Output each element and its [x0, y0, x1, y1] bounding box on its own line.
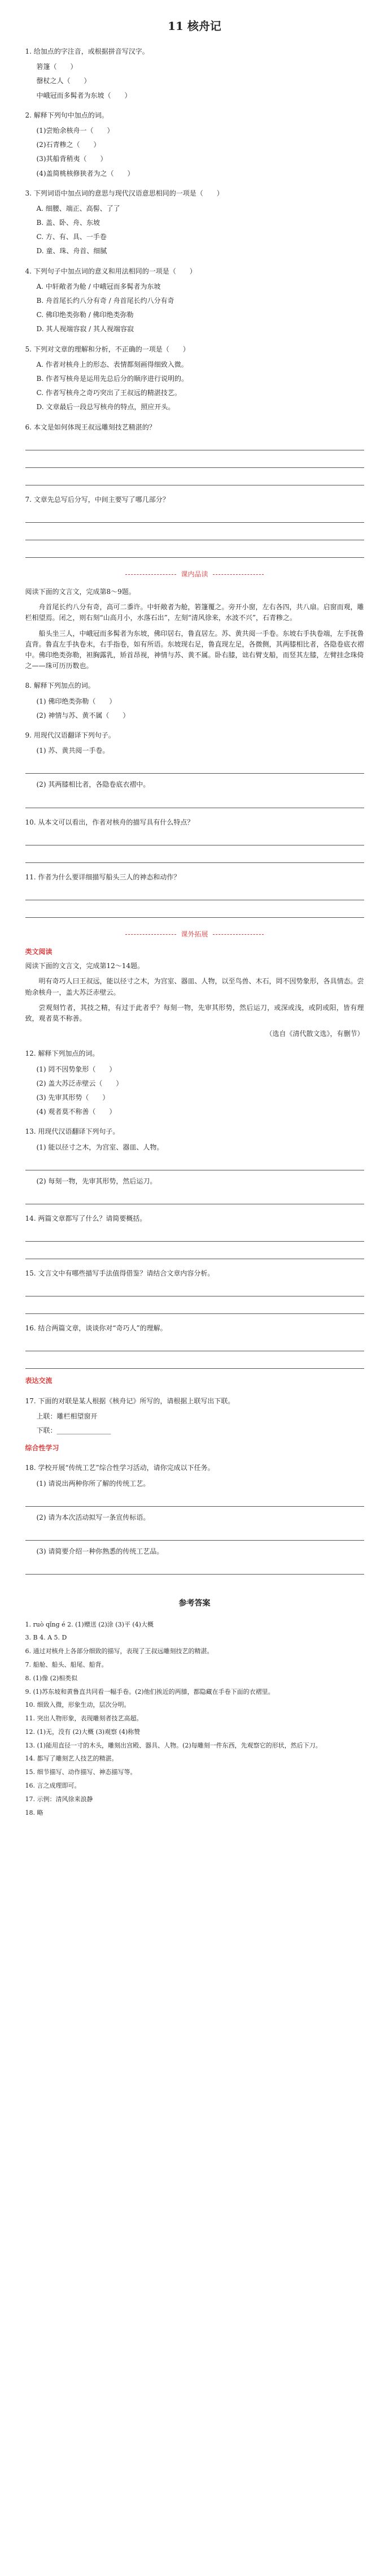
answer-item: 16. 言之成理即可。	[25, 1782, 81, 1790]
option-d: D. 其人视端容寂 / 其人视端容寂	[36, 325, 134, 333]
passage-paragraph: 船头坐三人，中峨冠而多髯者为东坡，佛印居右，鲁直居左。苏、黄共阅一手卷。东坡右手执卷端，左手抚鲁直背。鲁直左手执卷末，右手指卷，如有所语。东坡现右足，鲁直现左足，各微侧，其两膝相比者，各隐卷底衣褶中。佛印绝类弥勒，袒胸露乳，矫首昂视，神情与苏、黄不属。卧右膝，诎右臂支船，而竖其左膝，左臂挂念珠倚之——珠可历历数也。	[25, 629, 364, 670]
answer-line[interactable]	[25, 906, 364, 918]
answer-line[interactable]	[25, 1495, 364, 1507]
answer-key-title: 参考答案	[178, 1599, 211, 1608]
question-item: 中峨冠而多髯者为东坡（ ）	[36, 91, 132, 99]
answer-line[interactable]	[25, 1339, 364, 1351]
option-d: D. 童、珠、舟首、细腻	[36, 247, 107, 255]
question-item: (2) 请为本次活动拟写一条宣传标语。	[36, 1513, 150, 1521]
answer-line[interactable]	[25, 1302, 364, 1314]
question-stem: 15. 文言文中有哪些描写手法值得借鉴？请结合文章内容分析。	[25, 1269, 215, 1278]
question-item: (2) 其两膝相比者，各隐卷底衣褶中。	[36, 780, 150, 789]
answer-line[interactable]	[25, 1529, 364, 1541]
question-5	[25, 344, 364, 413]
question-item: (1) 请说出两种你所了解的传统工艺。	[36, 1479, 150, 1488]
question-11	[25, 872, 364, 918]
question-stem: 18. 学校开展“传统工艺”综合性学习活动，请你完成以下任务。	[25, 1464, 215, 1472]
question-14	[25, 1213, 364, 1259]
answer-line[interactable]	[25, 1247, 364, 1259]
label-extra-reading: 类文阅读	[25, 948, 53, 956]
question-12	[25, 1048, 364, 1117]
question-stem: 2. 解释下列句中加点的词。	[25, 111, 108, 119]
question-stem: 10. 从本文可以看出，作者对核舟的描写具有什么特点？	[25, 818, 194, 826]
answer-line[interactable]	[25, 834, 364, 845]
question-stem: 17. 下面的对联是某人根据《核舟记》所写的，请根据上联写出下联。	[25, 1397, 235, 1405]
option-b: B. 舟首尾长约八分有奇 / 舟首尾长约八分有奇	[36, 297, 174, 305]
answer-item: 12. (1)无，没有 (2)大概 (3)观察 (4)称赞	[25, 1728, 141, 1736]
section-heading-in-class: 课内品读	[25, 569, 364, 580]
question-9	[25, 730, 364, 808]
question-16	[25, 1323, 364, 1369]
question-item: 箬篷（ ）	[36, 63, 77, 71]
answer-item: 8. (1)像 (2)相类似	[25, 1674, 78, 1682]
answer-line[interactable]	[25, 474, 364, 485]
answer-line[interactable]	[25, 546, 364, 558]
option-a: A. 细腰、端正、高髻、了了	[36, 204, 120, 213]
answer-line[interactable]	[25, 1285, 364, 1296]
answer-line[interactable]	[25, 796, 364, 808]
answer-key	[25, 1619, 364, 1819]
question-17	[25, 1396, 364, 1437]
question-stem: 7. 文章先总写后分写，中间主要写了哪几部分？	[25, 495, 169, 504]
passage-intro: 阅读下面的文言文，完成第12～14题。	[25, 962, 145, 970]
question-item: (2) 神情与苏、黄不属（ ）	[36, 711, 130, 719]
option-d: D. 文章最后一段总写核舟的特点，照应开头。	[36, 403, 175, 411]
answer-line[interactable]	[25, 1357, 364, 1369]
question-item: 上联：雕栏相望窗开	[36, 1412, 98, 1420]
question-13	[25, 1126, 364, 1204]
answer-line[interactable]	[25, 1192, 364, 1204]
question-stem: 9. 用现代汉语翻译下列句子。	[25, 731, 115, 739]
passage-paragraph: 舟首尾长约八分有奇，高可二黍许。中轩敞者为舱，箬篷覆之。旁开小窗，左右各四，共八扇。启窗而观，雕栏相望焉。闭之，则右刻“山高月小，水落石出”，左刻“清风徐来，水波不兴”，石青糁之。	[25, 603, 364, 622]
question-item: (1) 罔不因势象形（ ）	[36, 1065, 116, 1073]
passage-source: （选自《清代散文选》，有删节）	[265, 1030, 364, 1038]
answer-item: 15. 细节描写、动作描写、神态描写等。	[25, 1768, 137, 1776]
question-item: (1) 能以径寸之木，为宫室、器皿、人物。	[36, 1143, 164, 1151]
question-stem: 1. 给加点的字注音，或根据拼音写汉字。	[25, 47, 149, 55]
question-item: (2) 盖大苏泛赤壁云（ ）	[36, 1079, 123, 1087]
answer-line[interactable]	[25, 762, 364, 774]
answer-line[interactable]	[25, 888, 364, 900]
passage-intro: 阅读下面的文言文，完成第8～9题。	[25, 588, 136, 596]
question-stem: 3. 下列词语中加点词的意思与现代汉语意思相同的一项是（ ）	[25, 189, 224, 197]
question-stem: 6. 本文是如何体现王叔远雕刻技艺精湛的？	[25, 423, 156, 431]
answer-item: 1. ruò qǐng é 2. (1)赠送 (2)涂 (3)平 (4)大概	[25, 1620, 154, 1628]
question-item: (1)尝贻余核舟一（ ）	[36, 126, 114, 135]
passage-2	[25, 961, 364, 1039]
passage-paragraph: 尝观刻竹者，其技之精，有过于此者乎？每刻一物，先审其形势，然后运刀，或深或浅，或阴或阳，皆有理致，观者莫不称善。	[25, 1003, 364, 1022]
answer-item: 13. (1)能用直径一寸的木头，雕刻出宫殿、器具、人物。(2)每雕刻一件东西，先观察它的形状，然后下刀。	[25, 1741, 322, 1749]
answer-item: 10. 细致入微，形象生动，层次分明。	[25, 1701, 130, 1709]
question-stem: 4. 下列句子中加点词的意义和用法相同的一项是（ ）	[25, 267, 196, 275]
answer-line[interactable]	[25, 511, 364, 523]
question-6	[25, 422, 364, 485]
question-stem: 5. 下列对文章的理解和分析，不正确的一项是（ ）	[25, 345, 190, 353]
section-heading-extension: 课外拓展	[25, 929, 364, 940]
answer-item: 7. 船舱、船头、船尾、船背。	[25, 1660, 108, 1668]
answer-line[interactable]	[25, 1230, 364, 1242]
passage-paragraph: 明有奇巧人曰王叔远，能以径寸之木，为宫室、器皿、人物，以至鸟兽、木石，罔不因势象形，各具情态。尝贻余核舟一，盖大苏泛赤壁云。	[25, 977, 364, 996]
question-item: (1) 佛印绝类弥勒（ ）	[36, 697, 116, 705]
question-7	[25, 495, 364, 558]
answer-item: 17. 示例：清风徐来浪静	[25, 1795, 93, 1803]
question-item: 罄杖之人（ ）	[36, 77, 91, 85]
answer-line[interactable]	[25, 528, 364, 540]
answer-line[interactable]	[25, 1563, 364, 1575]
question-stem: 12. 解释下列加点的词。	[25, 1050, 99, 1058]
question-stem: 11. 作者为什么要详细描写船头三人的神态和动作？	[25, 873, 181, 881]
answer-item: 6. 通过对核舟上各部分细致的描写，表现了王叔远雕刻技艺的精湛。	[25, 1647, 213, 1655]
question-18	[25, 1463, 364, 1575]
passage-1	[25, 587, 364, 671]
question-stem: 13. 用现代汉语翻译下列句子。	[25, 1127, 120, 1136]
answer-line[interactable]	[25, 439, 364, 450]
question-stem: 14. 两篇文章都写了什么？请简要概括。	[25, 1214, 147, 1222]
question-item: (1) 苏、黄共阅一手卷。	[36, 747, 110, 755]
question-item: 下联：________________	[36, 1426, 111, 1434]
question-item: (2) 每刻一物，先审其形势，然后运刀。	[36, 1177, 157, 1185]
worksheet-page	[25, 0, 364, 1818]
question-3	[25, 188, 364, 257]
answer-line[interactable]	[25, 851, 364, 863]
question-1	[25, 46, 364, 101]
question-8	[25, 680, 364, 721]
option-c: C. 方、有、具、一手卷	[36, 233, 107, 241]
answer-item: 3. B 4. A 5. D	[25, 1634, 67, 1642]
question-item: (4)盖简桃核修狭者为之（ ）	[36, 169, 134, 177]
answer-item: 14. 都写了雕刻艺人技艺的精湛。	[25, 1755, 118, 1763]
answer-line[interactable]	[25, 456, 364, 468]
page-title: 11 核舟记	[168, 19, 221, 33]
question-15	[25, 1268, 364, 1314]
question-stem: 8. 解释下列加点的词。	[25, 682, 95, 690]
option-b: B. 盖、卧、舟、东坡	[36, 219, 100, 227]
answer-item: 9. (1)苏东坡和黄鲁直共同看一幅手卷。(2)他们挨近的两膝，都隐藏在手卷下面的衣褶里。	[25, 1688, 274, 1695]
question-stem: 16. 结合两篇文章，谈谈你对“奇巧人”的理解。	[25, 1324, 167, 1333]
option-a: A. 中轩敞者为舱 / 中峨冠而多髯者为东坡	[36, 282, 161, 290]
question-item: (4) 观者莫不称善（ ）	[36, 1108, 116, 1116]
question-2	[25, 110, 364, 179]
question-item: (3) 请简要介绍一种你熟悉的传统工艺品。	[36, 1547, 164, 1555]
answer-item: 18. 略	[25, 1809, 43, 1816]
question-item: (3) 先审其形势（ ）	[36, 1093, 110, 1101]
option-a: A. 作者对核舟上的形态、表情都刻画得细致入微。	[36, 360, 188, 368]
option-c: C. 佛印绝类弥勒 / 佛印绝类弥勒	[36, 311, 134, 319]
answer-item: 11. 突出人物形象，表现雕刻者技艺高超。	[25, 1715, 143, 1723]
option-b: B. 作者写核舟是运用先总后分的顺序进行说明的。	[36, 374, 188, 383]
label-comprehensive: 综合性学习	[25, 1444, 59, 1452]
question-item: (3)其船背稍夷（ ）	[36, 155, 107, 163]
label-expression: 表达交流	[25, 1377, 53, 1385]
question-item: (2)石青糁之（ ）	[36, 141, 100, 149]
answer-line[interactable]	[25, 1159, 364, 1170]
option-c: C. 作者写核舟之奇巧突出了王叔远的精湛技艺。	[36, 389, 181, 397]
question-4	[25, 266, 364, 335]
question-10	[25, 817, 364, 863]
